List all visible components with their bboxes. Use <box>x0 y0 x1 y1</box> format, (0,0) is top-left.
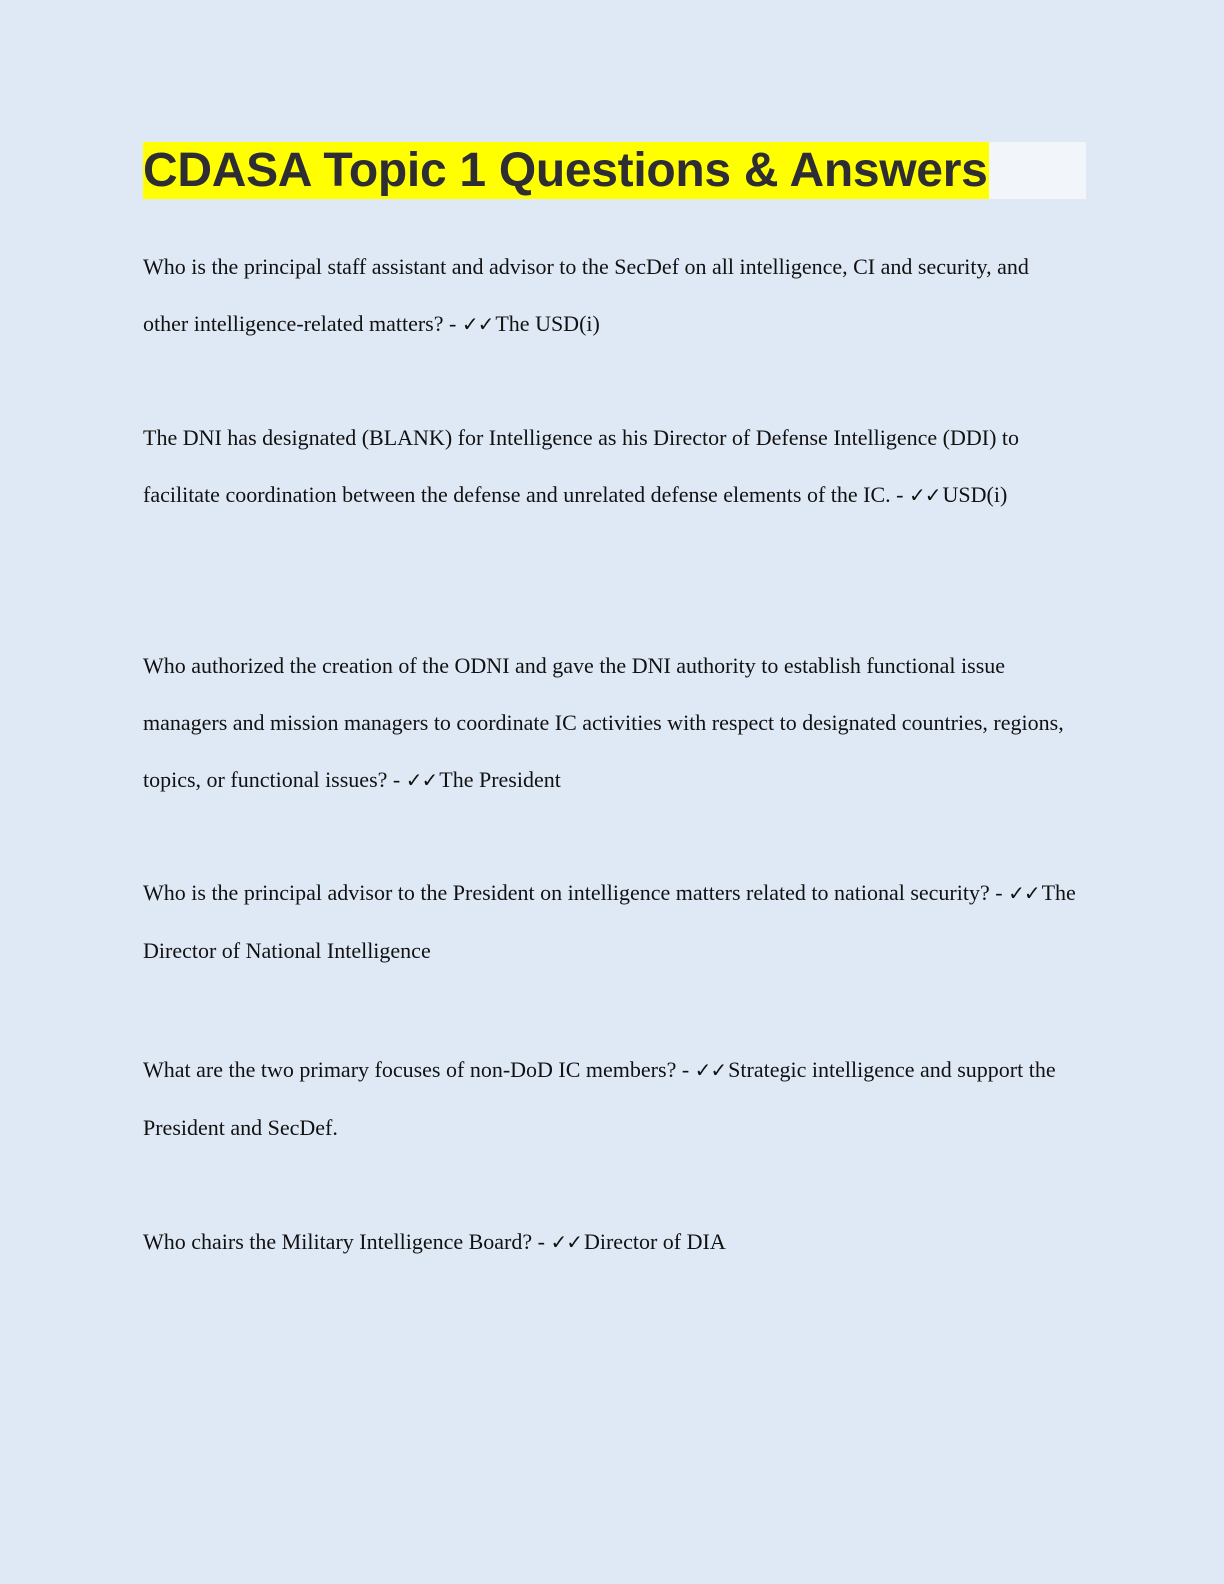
answer-text: The USD(i) <box>495 311 600 336</box>
question-text: Who authorized the creation of the ODNI and gave the DNI authority to establish functional issue managers and mission managers to coordinate IC activities with respect to designated countries, regions, topics, or functional issues? - <box>143 653 1064 792</box>
title-bar <box>143 142 1086 199</box>
answer-text: The Director of National Intelligence <box>143 880 1076 963</box>
check-mark-icon: ✓✓ <box>909 483 941 507</box>
check-mark-icon: ✓✓ <box>1008 881 1040 905</box>
question-text: What are the two primary focuses of non-DoD IC members? - <box>143 1057 690 1082</box>
answer-text: Director of DIA <box>583 1229 726 1254</box>
qa-item <box>143 409 1078 524</box>
answer-text: The President <box>439 767 561 792</box>
check-mark-icon: ✓✓ <box>694 1058 727 1082</box>
qa-item <box>143 864 1078 979</box>
check-mark-icon: ✓✓ <box>405 768 438 792</box>
qa-item <box>143 1041 1078 1156</box>
answer-text: Strategic intelligence and support the President and SecDef. <box>143 1057 1056 1140</box>
check-mark-icon: ✓✓ <box>550 1230 582 1254</box>
title-highlight <box>143 142 989 199</box>
question-text: Who chairs the Military Intelligence Board? - <box>143 1229 545 1254</box>
question-text: Who is the principal advisor to the President on intelligence matters related to national security? - <box>143 880 1003 905</box>
answer-text: USD(i) <box>942 482 1008 507</box>
qa-item <box>143 238 1078 353</box>
document-title: CDASA Topic 1 Questions & Answers <box>143 144 988 197</box>
qa-item <box>143 1213 1078 1271</box>
question-text: Who is the principal staff assistant and advisor to the SecDef on all intelligence, CI and security, and other intelligence-related matters? - <box>143 254 1029 336</box>
question-text: The DNI has designated (BLANK) for Intelligence as his Director of Defense Intelligence (DDI) to facilitate coordination between the defense and unrelated defense elements of the IC. - <box>143 425 1020 507</box>
qa-item <box>143 637 1078 809</box>
check-mark-icon: ✓✓ <box>461 312 494 336</box>
